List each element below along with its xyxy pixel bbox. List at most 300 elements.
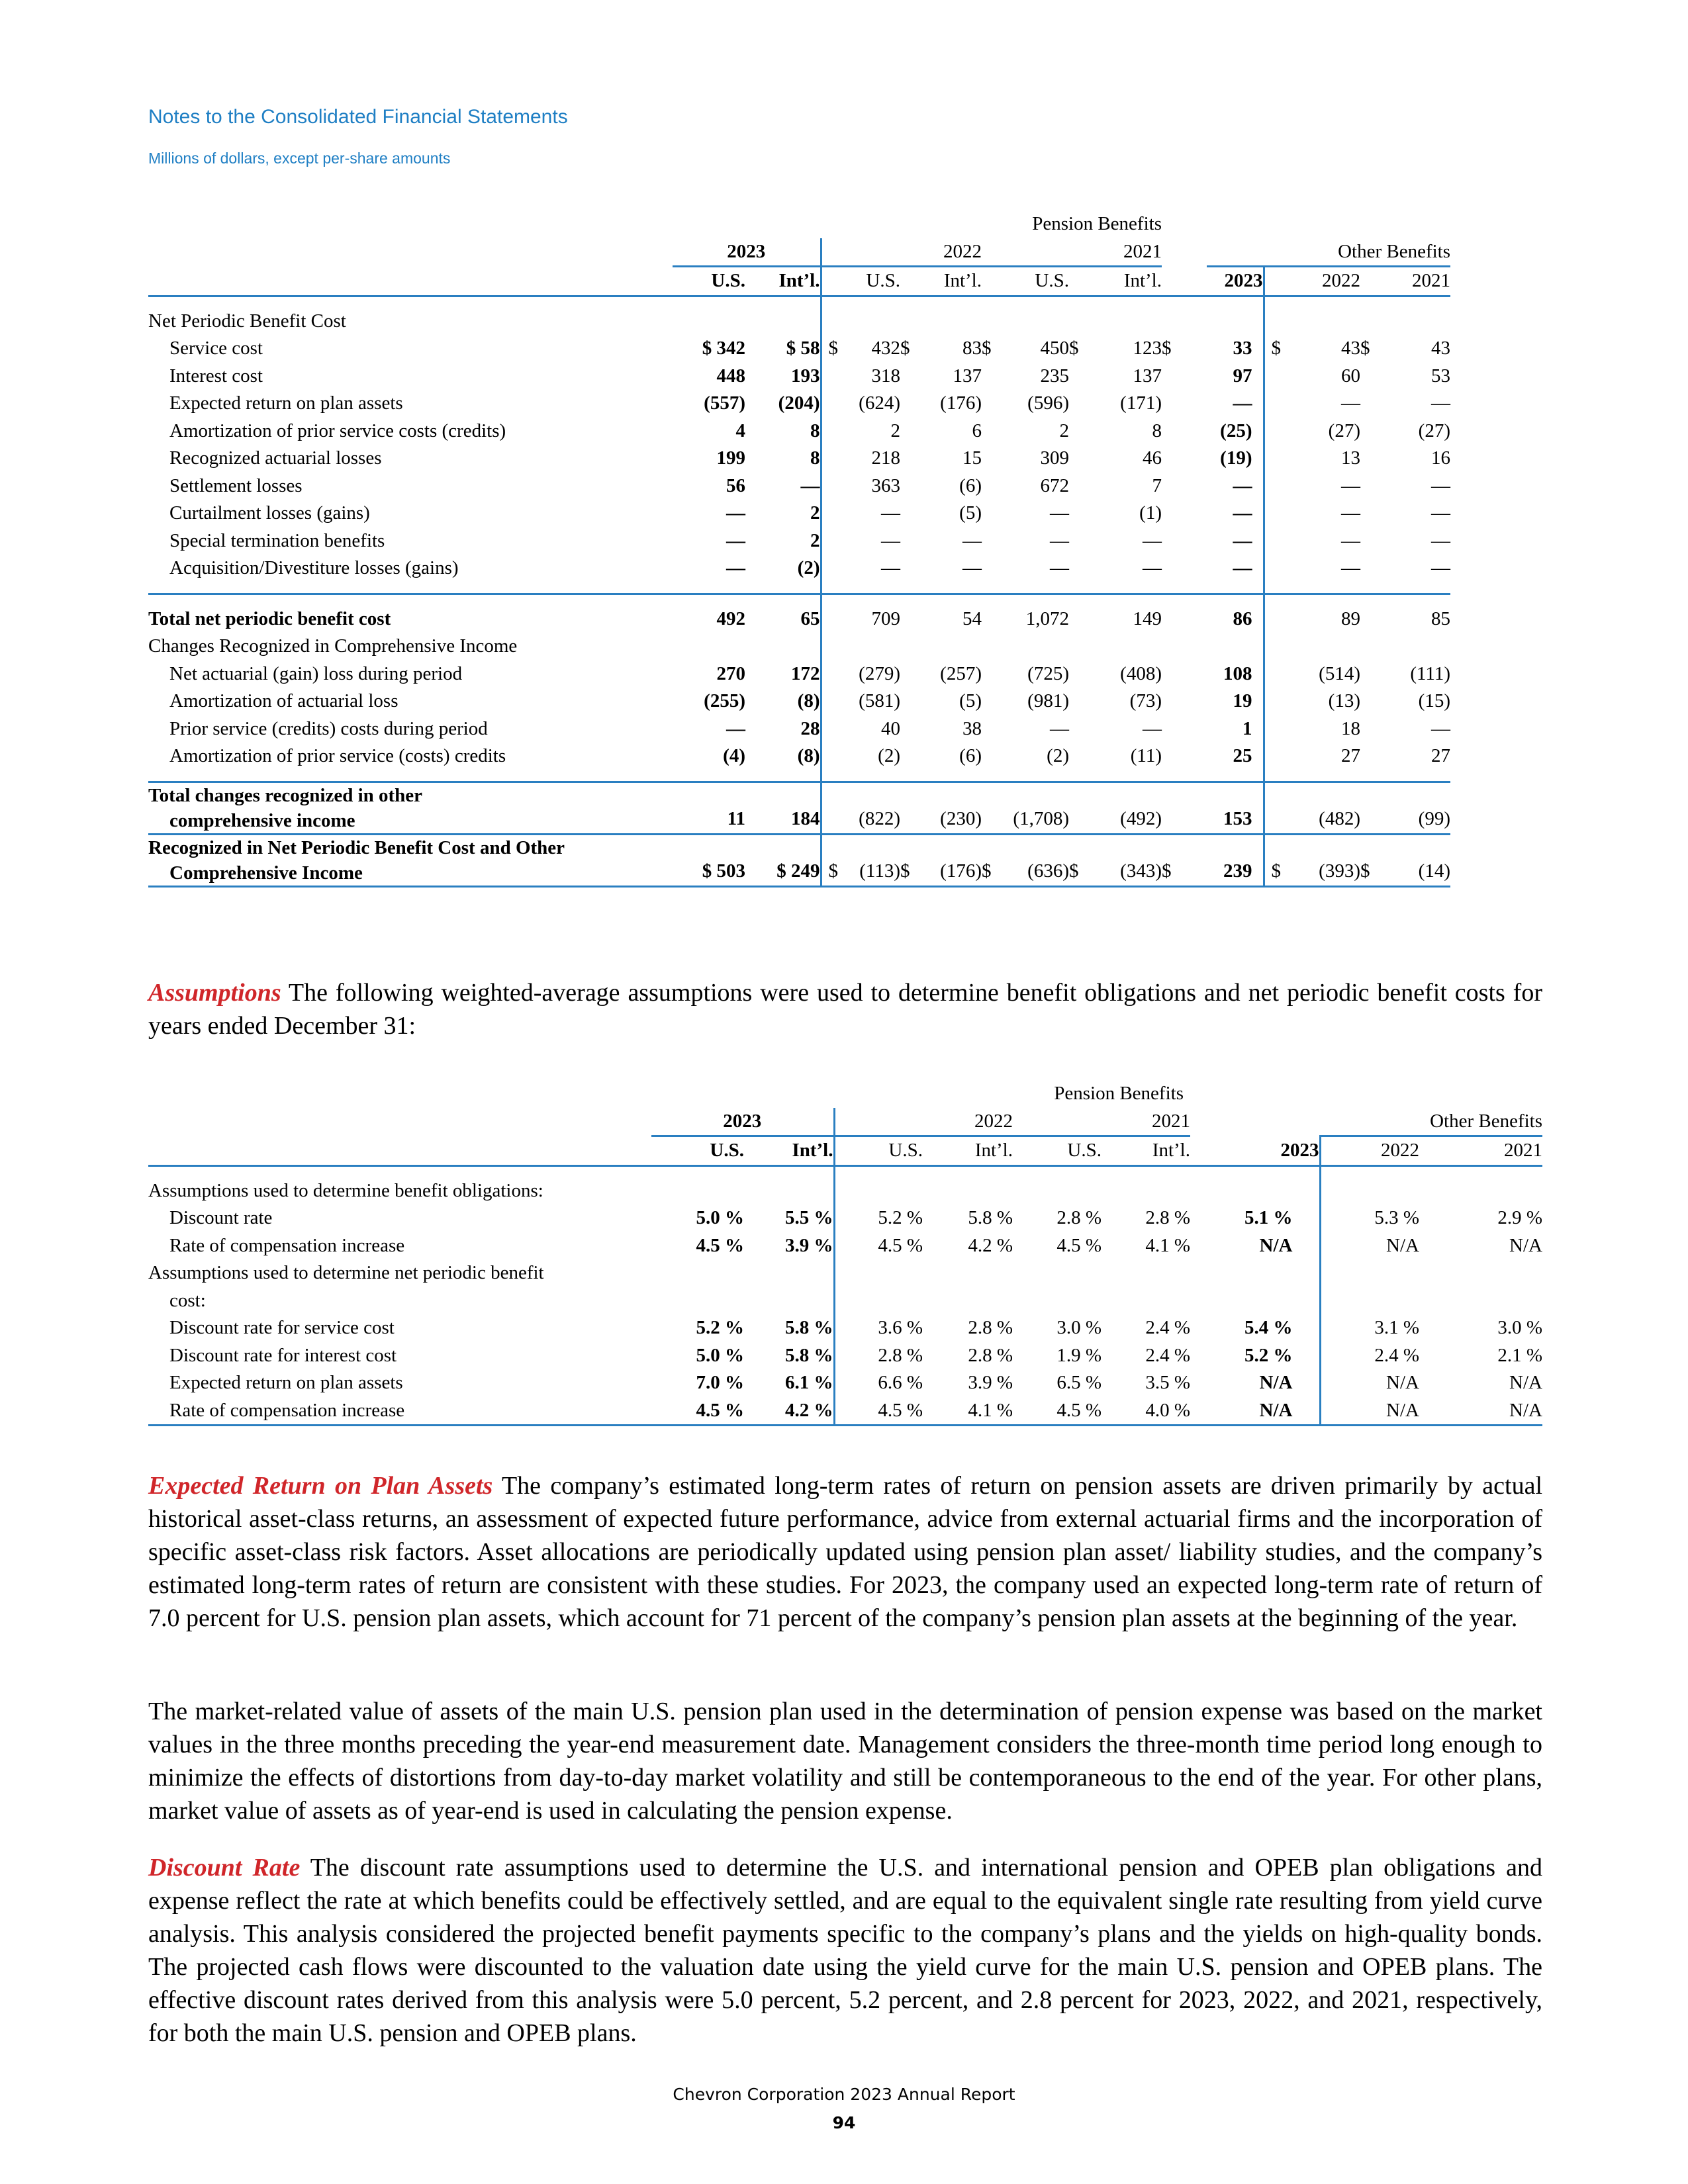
row-label: Rate of compensation increase <box>169 1234 405 1256</box>
table-cell <box>1162 473 1207 500</box>
table-cell: 3.9 % <box>968 1372 1013 1393</box>
table-cell: — <box>1050 502 1069 523</box>
table-cell: — <box>1431 392 1450 414</box>
table-cell: 19 <box>1233 690 1252 711</box>
table-cell <box>982 363 1004 390</box>
table-cell: — <box>1233 502 1252 523</box>
table-cell: 83 <box>962 338 982 359</box>
table-cell: (1,708) <box>1004 782 1069 834</box>
table-cell: 5.8 % <box>785 1317 833 1338</box>
table-cell: 363 <box>871 475 900 496</box>
table-cell <box>1360 473 1383 500</box>
weighted-average-assumptions-table <box>148 1080 1542 1426</box>
table-cell: 3.5 % <box>1145 1372 1190 1393</box>
table-cell: 8 <box>1152 420 1162 441</box>
table-cell: 4.1 % <box>923 1397 1013 1426</box>
table-cell: 5.1 % <box>1244 1207 1293 1228</box>
table-cell: 4.5 % <box>834 1397 923 1426</box>
table-cell: 38 <box>962 717 982 739</box>
table-cell: (27) <box>1418 420 1450 441</box>
year-header-2023: 2023 <box>1224 270 1263 291</box>
table-cell <box>1069 445 1086 473</box>
table-cell: 4.2 % <box>968 1234 1013 1256</box>
table-cell: 2 <box>1059 420 1069 441</box>
table-cell <box>982 527 1004 555</box>
table-cell <box>1264 527 1303 555</box>
table-cell: 108 <box>1223 662 1252 684</box>
table-cell: (230) <box>917 782 982 834</box>
table-cell: 2 <box>810 529 820 551</box>
page-section-title: Notes to the Consolidated Financial Statements <box>148 106 568 128</box>
table-cell: (981) <box>1027 690 1069 711</box>
table-cell: 40 <box>881 717 900 739</box>
table-cell: — <box>1431 529 1450 551</box>
table-cell: 89 <box>1341 608 1360 629</box>
table-cell <box>821 418 853 445</box>
table-cell: (6) <box>959 745 982 766</box>
table-cell: 5.4 % <box>1244 1317 1293 1338</box>
table-cell: 7.0 % <box>696 1372 744 1393</box>
table-cell <box>900 473 917 500</box>
table-cell <box>1264 688 1303 715</box>
table-cell: (2) <box>797 557 820 578</box>
year-header-2023: 2023 <box>651 1108 834 1136</box>
table-cell: (171) <box>1120 392 1162 414</box>
table-cell: — <box>962 529 982 551</box>
table-cell: 2.8 % <box>834 1342 923 1370</box>
table-cell: 4.5 % <box>651 1397 744 1426</box>
table-cell: (279) <box>859 662 900 684</box>
table-cell <box>982 500 1004 527</box>
table-cell: N/A <box>1259 1372 1293 1393</box>
assumptions-paragraph <box>148 976 1542 1042</box>
table-cell <box>821 390 853 418</box>
table-cell: 33 <box>1233 338 1252 359</box>
row-label: Special termination benefits <box>169 529 385 551</box>
table-cell <box>1360 390 1383 418</box>
table-cell: (1) <box>1139 502 1162 523</box>
table-cell: 85 <box>1431 608 1450 629</box>
page-number: 94 <box>832 2113 856 2132</box>
col-header-intl: Int’l. <box>1123 270 1162 291</box>
table-cell: (636) <box>1004 834 1069 886</box>
table-cell <box>821 782 853 834</box>
section-heading: Assumptions used to determine benefit obligations: <box>148 1179 543 1201</box>
table-cell <box>1360 555 1383 582</box>
table-cell: — <box>1143 529 1162 551</box>
table-cell: 43 <box>1341 338 1360 359</box>
row-label: Curtailment losses (gains) <box>169 502 370 523</box>
table-cell: (822) <box>853 782 900 834</box>
table-cell <box>1162 500 1207 527</box>
table-cell <box>821 500 853 527</box>
table-cell: — <box>1050 717 1069 739</box>
table-cell <box>1162 418 1207 445</box>
table-cell: N/A <box>1419 1397 1542 1426</box>
table-cell: 172 <box>791 662 820 684</box>
col-header-us: U.S. <box>821 267 900 296</box>
table-cell <box>1264 606 1303 633</box>
col-header-intl: Int’l. <box>1152 1140 1190 1161</box>
table-cell <box>900 743 917 770</box>
table-cell <box>1069 527 1086 555</box>
table-cell: 218 <box>871 447 900 469</box>
expected-return-heading: Expected Return on Plan Assets <box>148 1472 493 1500</box>
table-cell: (5) <box>959 690 982 711</box>
table-cell <box>1069 500 1086 527</box>
table-cell <box>900 363 917 390</box>
table-cell <box>982 688 1004 715</box>
table-cell: — <box>1233 392 1252 414</box>
table-cell: 25 <box>1233 745 1252 766</box>
table-cell <box>821 606 853 633</box>
table-cell <box>900 688 917 715</box>
table-cell <box>1360 660 1383 688</box>
table-cell <box>1360 782 1383 834</box>
table-cell <box>1069 418 1086 445</box>
table-cell <box>1069 473 1086 500</box>
table-cell: (5) <box>959 502 982 523</box>
table-cell <box>1264 390 1303 418</box>
year-header-2022: 2022 <box>1320 1136 1419 1166</box>
table-cell: 239 <box>1207 834 1264 886</box>
table-cell <box>821 445 853 473</box>
table-cell: — <box>962 557 982 578</box>
table-cell <box>1162 782 1207 834</box>
table-cell: — <box>1431 475 1450 496</box>
table-cell: 709 <box>871 608 900 629</box>
row-label <box>148 834 673 886</box>
section-heading: cost: <box>169 1289 206 1311</box>
table-cell <box>821 473 853 500</box>
table-cell: 309 <box>1040 447 1069 469</box>
pension-benefits-group-header: Pension Benefits <box>1032 213 1162 234</box>
table-cell <box>900 418 917 445</box>
table-cell <box>900 555 917 582</box>
table-cell: 53 <box>1431 365 1450 387</box>
col-header-us: U.S. <box>834 1136 923 1166</box>
table-cell: 2.4 % <box>1145 1344 1190 1366</box>
table-cell <box>1360 500 1383 527</box>
table-cell: 5.8 % <box>968 1207 1013 1228</box>
table-cell: 5.2 % <box>834 1205 923 1232</box>
table-cell: 137 <box>1133 365 1162 387</box>
year-header-2022: 2022 <box>834 1108 1013 1136</box>
table-cell: 2.8 % <box>968 1344 1013 1366</box>
table-cell: 8 <box>810 447 820 469</box>
pension-benefits-group-header: Pension Benefits <box>1054 1083 1184 1104</box>
table-cell: $ <box>1360 338 1370 359</box>
table-cell: 123 <box>1133 338 1162 359</box>
table-cell: (2) <box>1047 745 1069 766</box>
row-label-line: Total changes recognized in other <box>148 784 423 806</box>
table-cell: 1.9 % <box>1056 1344 1102 1366</box>
expected-return-text: The company’s estimated long-term rates of return on pension assets are driven primarily by actual historical asset-class returns, an assessment of expected future performance, advice from external actuarial firms and the incorporation of specific asset-class risk factors. Asset allocations are periodically updated using pension plan asset/ liability studies, and the company’s estimated long-term rates of return are consistent with these studies. For 2023, the company used an expected long-term rate of return of 7.0 percent for U.S. pension plan assets, which account for 71 percent of the company’s pension plan assets at the beginning of the year. <box>148 1472 1543 1632</box>
table-cell: — <box>726 717 745 739</box>
table-cell: (27) <box>1328 420 1360 441</box>
other-benefits-group-header: Other Benefits <box>1207 238 1450 267</box>
page-units-note: Millions of dollars, except per-share amounts <box>148 150 451 167</box>
year-header-2023: 2023 <box>1280 1140 1319 1161</box>
table-cell: 18 <box>1341 717 1360 739</box>
table-cell: 43 <box>1431 338 1450 359</box>
table-cell: 15 <box>962 447 982 469</box>
year-header-2021: 2021 <box>1412 270 1450 291</box>
table-cell: — <box>1233 557 1252 578</box>
table-cell: 97 <box>1233 365 1252 387</box>
row-label <box>148 782 673 834</box>
table-cell <box>900 782 917 834</box>
table-cell: N/A <box>1509 1234 1542 1256</box>
table-cell: — <box>1233 475 1252 496</box>
table-cell: (19) <box>1220 447 1252 469</box>
table-cell: (113) <box>853 834 900 886</box>
table-cell: 4 <box>735 420 745 441</box>
table-cell: (176) <box>917 834 982 886</box>
table-cell <box>1264 445 1303 473</box>
table-cell: (514) <box>1319 662 1360 684</box>
table-cell <box>1360 418 1383 445</box>
net-periodic-benefit-cost-table <box>148 210 1450 887</box>
table-cell <box>1069 743 1086 770</box>
table-cell: $ <box>1264 335 1303 363</box>
table-cell <box>1264 660 1303 688</box>
table-cell <box>1069 660 1086 688</box>
row-label: Service cost <box>169 338 263 359</box>
table-cell: — <box>1143 717 1162 739</box>
table-cell: (99) <box>1383 782 1450 834</box>
table-cell: N/A <box>1320 1397 1419 1426</box>
table-cell: (393) <box>1303 834 1360 886</box>
table-cell: 318 <box>871 365 900 387</box>
table-cell: 5.0 % <box>696 1207 744 1228</box>
table-cell <box>982 660 1004 688</box>
table-cell: (725) <box>1027 662 1069 684</box>
table-cell <box>821 555 853 582</box>
table-cell <box>1360 606 1383 633</box>
table-cell: (25) <box>1220 420 1252 441</box>
discount-rate-heading: Discount Rate <box>148 1854 301 1882</box>
row-label: Recognized actuarial losses <box>169 447 382 469</box>
table-cell: 2.4 % <box>1145 1317 1190 1338</box>
table-cell: 432 <box>871 338 900 359</box>
table-cell <box>821 527 853 555</box>
table-cell: 5.8 % <box>785 1344 833 1366</box>
table-cell: 4.2 % <box>744 1397 834 1426</box>
table-cell: 6 <box>972 420 982 441</box>
row-label: Expected return on plan assets <box>169 392 403 414</box>
table-cell: 193 <box>791 365 820 387</box>
table-cell: $ 249 <box>745 834 821 886</box>
table-cell: 4.5 % <box>1056 1234 1102 1256</box>
table-cell: 3.0 % <box>1056 1317 1102 1338</box>
table-cell: 2 <box>890 420 900 441</box>
table-cell: (15) <box>1418 690 1450 711</box>
table-cell: (6) <box>959 475 982 496</box>
row-label-line: Comprehensive Income <box>169 862 363 884</box>
table-cell <box>1360 363 1383 390</box>
table-cell <box>1069 363 1086 390</box>
table-cell: (204) <box>778 392 820 414</box>
table-cell <box>982 782 1004 834</box>
row-label: Amortization of actuarial loss <box>169 690 399 711</box>
table-cell: 2.8 % <box>1056 1207 1102 1228</box>
row-label: Rate of compensation increase <box>148 1397 651 1426</box>
table-cell: (14) <box>1383 834 1450 886</box>
table-cell <box>982 390 1004 418</box>
row-label: Net actuarial (gain) loss during period <box>169 662 463 684</box>
table-cell <box>1360 743 1383 770</box>
table-cell: 4.5 % <box>834 1232 923 1260</box>
table-cell: 2.4 % <box>1320 1342 1419 1370</box>
table-cell: $ <box>982 338 992 359</box>
year-header-2023: 2023 <box>673 238 821 267</box>
table-cell: 7 <box>1152 475 1162 496</box>
table-cell: $ 503 <box>673 834 745 886</box>
table-cell: (492) <box>1086 782 1162 834</box>
table-cell: (255) <box>704 690 745 711</box>
table-cell <box>1264 782 1303 834</box>
table-cell <box>982 743 1004 770</box>
table-cell: 65 <box>800 608 820 629</box>
col-header-us: U.S. <box>1035 270 1069 291</box>
table-cell: 4.1 % <box>1145 1234 1190 1256</box>
table-cell: (257) <box>940 662 982 684</box>
table-cell: — <box>1341 475 1360 496</box>
table-cell: 5.3 % <box>1320 1205 1419 1232</box>
table-cell: $ <box>1069 338 1079 359</box>
row-label: Interest cost <box>169 365 263 387</box>
col-header-intl: Int’l. <box>943 270 982 291</box>
table-cell: 27 <box>1341 745 1360 766</box>
table-cell: 16 <box>1431 447 1450 469</box>
table-cell: (4) <box>723 745 745 766</box>
table-cell <box>1069 715 1086 743</box>
col-header-intl: Int’l. <box>792 1140 833 1161</box>
table-cell <box>1069 390 1086 418</box>
table-cell: 28 <box>800 717 820 739</box>
row-label: Discount rate for interest cost <box>169 1344 397 1366</box>
table-cell <box>1264 473 1303 500</box>
table-cell: (482) <box>1303 782 1360 834</box>
table-cell: — <box>1233 529 1252 551</box>
table-cell: $ <box>1360 834 1383 886</box>
table-cell: $ <box>1069 834 1086 886</box>
row-label: Amortization of prior service costs (credits) <box>169 420 506 441</box>
table-cell: 5.5 % <box>785 1207 833 1228</box>
table-cell: N/A <box>1259 1234 1293 1256</box>
table-cell <box>1162 688 1207 715</box>
discount-rate-text: The discount rate assumptions used to determine the U.S. and international pension and OPEB plan obligations and expense reflect the rate at which benefits could be effectively settled, and are equal to the equivalent single rate resulting from yield curve analysis. This analysis considered the projected benefit payments specific to the company’s plans and the yields on high-quality bonds. The projected cash flows were discounted to the valuation date using the yield curve for the main U.S. pension and OPEB plans. The effective discount rates derived from this analysis were 5.0 percent, 5.2 percent, and 2.8 percent for 2023, 2022, and 2021, respectively, for both the main U.S. pension and OPEB plans. <box>148 1854 1542 2047</box>
row-label: Acquisition/Divestiture losses (gains) <box>169 557 459 578</box>
table-cell <box>1264 715 1303 743</box>
table-cell: — <box>1431 502 1450 523</box>
year-header-2022: 2022 <box>1264 267 1360 296</box>
table-cell: — <box>726 557 745 578</box>
row-label: Discount rate for service cost <box>169 1317 395 1338</box>
table-cell: 4.5 % <box>1013 1397 1102 1426</box>
table-cell: 4.0 % <box>1102 1397 1190 1426</box>
table-cell: (11) <box>1130 745 1162 766</box>
table-cell: $ <box>1264 834 1303 886</box>
table-cell: (408) <box>1120 662 1162 684</box>
table-cell: 46 <box>1143 447 1162 469</box>
table-cell: (8) <box>797 745 820 766</box>
table-cell: N/A <box>1320 1369 1419 1397</box>
table-cell: (581) <box>859 690 900 711</box>
row-label: Settlement losses <box>169 475 303 496</box>
table-cell: 1 <box>1243 717 1252 739</box>
discount-rate-paragraph <box>148 1851 1542 2050</box>
table-cell <box>982 555 1004 582</box>
section-heading: Assumptions used to determine net periodic benefit <box>148 1262 544 1283</box>
row-label: Amortization of prior service (costs) credits <box>169 745 506 766</box>
table-cell: — <box>881 529 900 551</box>
table-cell <box>1162 555 1207 582</box>
table-cell: 450 <box>1040 338 1069 359</box>
table-cell: 2.9 % <box>1497 1207 1542 1228</box>
market-value-paragraph: The market-related value of assets of the main U.S. pension plan used in the determination of pension expense was based on the market values in the three months preceding the year-end measurement date. Management considers the three-month time period long enough to minimize the effects of distortions from day-to-day market volatility and still be contemporaneous to the end of the year. For other plans, market value of assets as of year-end is used in calculating the pension expense. <box>148 1698 1542 1825</box>
table-cell: 672 <box>1040 475 1069 496</box>
table-cell: 153 <box>1207 782 1264 834</box>
table-cell: 2.8 % <box>968 1317 1013 1338</box>
table-cell: (13) <box>1328 690 1360 711</box>
section-heading: Net Periodic Benefit Cost <box>148 310 346 332</box>
table-cell: — <box>881 502 900 523</box>
table-cell: 235 <box>1040 365 1069 387</box>
table-cell: — <box>1341 557 1360 578</box>
table-cell: 4.5 % <box>696 1234 744 1256</box>
table-cell <box>1360 527 1383 555</box>
table-cell <box>1162 445 1207 473</box>
table-cell: — <box>1431 557 1450 578</box>
col-header-intl: Int’l. <box>778 270 820 291</box>
table-cell <box>1360 715 1383 743</box>
table-cell: 8 <box>810 420 820 441</box>
table-cell: 5.2 % <box>1244 1344 1293 1366</box>
table-cell <box>1264 500 1303 527</box>
table-cell <box>900 606 917 633</box>
row-label: Prior service (credits) costs during period <box>169 717 488 739</box>
table-cell: 6.5 % <box>1056 1372 1102 1393</box>
table-cell <box>900 500 917 527</box>
table-cell <box>1162 363 1207 390</box>
table-cell <box>900 660 917 688</box>
table-cell: 492 <box>716 608 745 629</box>
table-cell <box>1360 688 1383 715</box>
table-cell: — <box>881 557 900 578</box>
year-header-2021: 2021 <box>982 238 1162 267</box>
table-cell: (176) <box>940 392 982 414</box>
table-cell: 3.1 % <box>1320 1314 1419 1342</box>
table-cell: 6.6 % <box>834 1369 923 1397</box>
table-cell <box>1360 445 1383 473</box>
table-cell <box>1162 660 1207 688</box>
expected-return-paragraph <box>148 1469 1542 1635</box>
table-cell: 3.9 % <box>785 1234 833 1256</box>
year-header-2021: 2021 <box>1013 1108 1190 1136</box>
table-cell: — <box>1050 529 1069 551</box>
table-cell <box>821 743 853 770</box>
table-cell: 137 <box>953 365 982 387</box>
table-cell <box>982 418 1004 445</box>
table-cell: 2 <box>810 502 820 523</box>
table-cell: 5.2 % <box>696 1317 744 1338</box>
table-cell: $ <box>982 834 1004 886</box>
table-cell: 3.0 % <box>1497 1317 1542 1338</box>
table-cell: 56 <box>726 475 745 496</box>
table-cell: $ 58 <box>786 338 820 359</box>
